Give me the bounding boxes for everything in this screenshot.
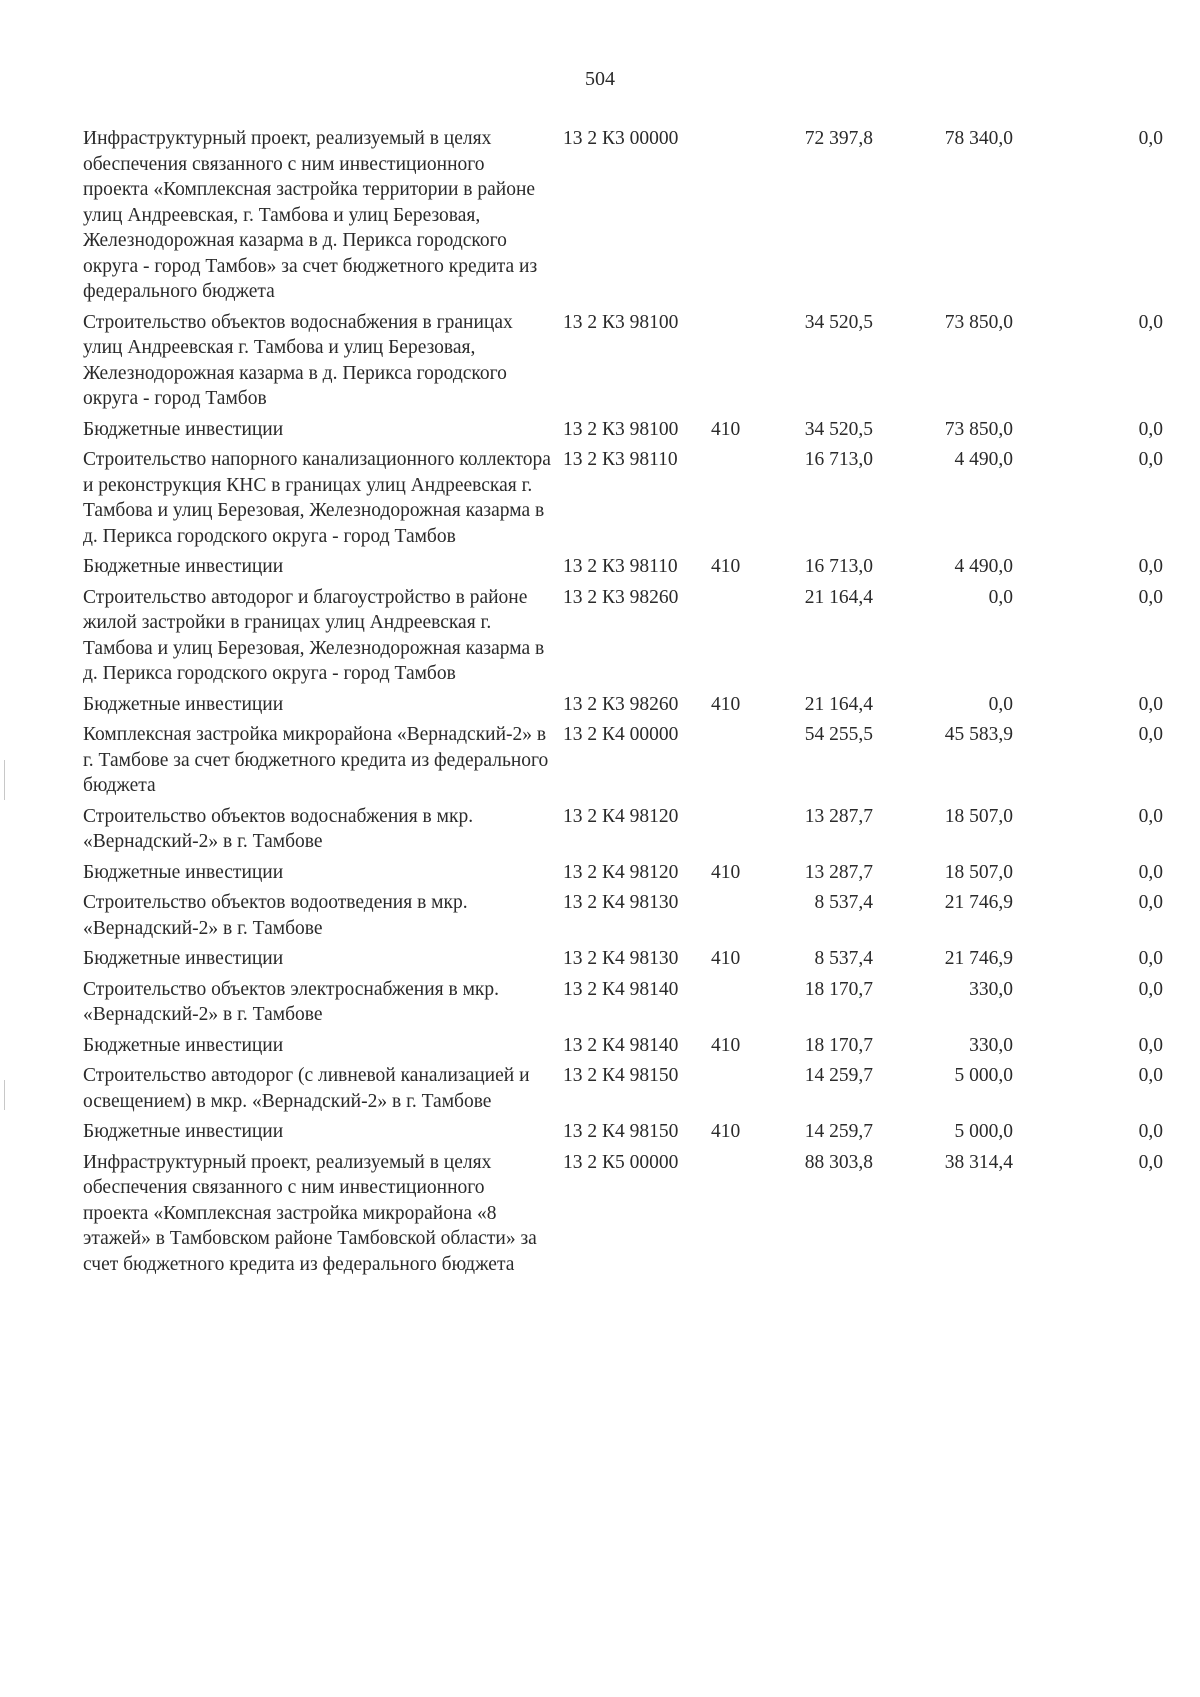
row-amount-year-2: 21 746,9 xyxy=(944,948,1013,969)
table-row xyxy=(83,804,1163,860)
row-amount-year-2: 45 583,9 xyxy=(944,724,1013,745)
row-amount-year-1: 14 259,7 xyxy=(804,1065,873,1086)
row-name: Строительство объектов водоснабжения в границах улиц Андреевская г. Тамбова и улиц Березовая, Железнодорожная казарма в д. Перикса городского округа - город Тамбов xyxy=(83,311,513,409)
row-target-code: 13 2 К4 00000 xyxy=(563,724,679,745)
row-expense-type: 410 xyxy=(711,1034,741,1056)
row-amount-year-1: 34 520,5 xyxy=(804,418,873,440)
row-amount-year-3: 0,0 xyxy=(1138,556,1163,577)
row-expense-type xyxy=(711,977,771,1033)
row-amount-year-2: 330,0 xyxy=(969,1034,1013,1056)
budget-table xyxy=(83,126,1163,1282)
row-expense-type: 410 xyxy=(711,556,741,577)
row-expense-type: 410 xyxy=(711,693,741,715)
row-expense-type: 410 xyxy=(711,861,741,883)
row-name: Строительство автодорог и благоустройство в районе жилой застройки в границах улиц Андреевская г. Тамбова и улиц Березовая, Железнодорожная казарма в д. Перикса городского округа - город Тамбов xyxy=(83,586,545,684)
row-target-code: 13 2 К3 98100 xyxy=(563,311,679,333)
row-expense-type xyxy=(711,585,771,692)
row-target-code: 13 2 К4 98140 xyxy=(563,978,679,1000)
table-row xyxy=(83,1119,1163,1150)
row-expense-type xyxy=(711,447,771,554)
row-target-code: 13 2 К3 00000 xyxy=(563,128,679,149)
row-amount-year-1: 88 303,8 xyxy=(804,1151,873,1173)
row-name: Бюджетные инвестиции xyxy=(83,1121,284,1142)
row-expense-type xyxy=(711,722,771,804)
row-name: Строительство автодорог (с ливневой канализацией и освещением) в мкр. «Вернадский-2» в г. Тамбове xyxy=(83,1065,530,1112)
row-amount-year-1: 13 287,7 xyxy=(804,861,873,883)
row-amount-year-3: 0,0 xyxy=(1138,1151,1163,1173)
table-row xyxy=(83,126,1163,310)
row-name: Бюджетные инвестиции xyxy=(83,1034,284,1056)
scan-edge-mark xyxy=(4,760,5,800)
table-row xyxy=(83,946,1163,977)
row-name: Бюджетные инвестиции xyxy=(83,556,284,577)
row-name: Бюджетные инвестиции xyxy=(83,948,284,969)
row-expense-type xyxy=(711,1150,771,1283)
row-amount-year-3: 0,0 xyxy=(1138,861,1163,883)
row-amount-year-2: 4 490,0 xyxy=(954,556,1013,577)
row-amount-year-1: 18 170,7 xyxy=(804,1034,873,1056)
row-amount-year-3: 0,0 xyxy=(1138,418,1163,440)
row-amount-year-1: 8 537,4 xyxy=(814,948,873,969)
row-amount-year-3: 0,0 xyxy=(1138,693,1163,715)
row-amount-year-1: 16 713,0 xyxy=(804,556,873,577)
row-target-code: 13 2 К3 98100 xyxy=(563,418,679,440)
row-name: Строительство объектов водоснабжения в мкр. «Вернадский-2» в г. Тамбове xyxy=(83,805,474,852)
row-amount-year-3: 0,0 xyxy=(1138,449,1163,470)
row-expense-type xyxy=(711,126,771,310)
row-target-code: 13 2 К5 00000 xyxy=(563,1151,679,1173)
scan-edge-mark xyxy=(4,1080,5,1110)
table-row xyxy=(83,310,1163,417)
row-target-code: 13 2 К3 98110 xyxy=(563,449,678,470)
row-target-code: 13 2 К4 98140 xyxy=(563,1034,679,1056)
row-amount-year-3: 0,0 xyxy=(1138,586,1163,608)
row-name: Комплексная застройка микрорайона «Вернадский-2» в г. Тамбове за счет бюджетного кредита из федерального бюджета xyxy=(83,724,549,796)
table-row xyxy=(83,417,1163,448)
budget-table-body xyxy=(83,126,1163,1282)
table-row xyxy=(83,722,1163,804)
row-amount-year-1: 14 259,7 xyxy=(804,1121,873,1142)
row-amount-year-2: 4 490,0 xyxy=(954,449,1013,470)
row-amount-year-2: 0,0 xyxy=(988,693,1013,715)
row-amount-year-2: 73 850,0 xyxy=(944,418,1013,440)
row-target-code: 13 2 К4 98150 xyxy=(563,1121,679,1142)
row-amount-year-1: 8 537,4 xyxy=(814,892,873,913)
row-amount-year-1: 72 397,8 xyxy=(804,128,873,149)
row-amount-year-3: 0,0 xyxy=(1138,128,1163,149)
row-amount-year-3: 0,0 xyxy=(1138,1034,1163,1056)
row-target-code: 13 2 К4 98120 xyxy=(563,805,679,827)
row-target-code: 13 2 К4 98150 xyxy=(563,1065,679,1086)
row-expense-type xyxy=(711,1063,771,1119)
row-amount-year-3: 0,0 xyxy=(1138,724,1163,745)
row-amount-year-1: 21 164,4 xyxy=(804,693,873,715)
row-amount-year-3: 0,0 xyxy=(1138,311,1163,333)
table-row xyxy=(83,554,1163,585)
row-amount-year-2: 5 000,0 xyxy=(954,1121,1013,1142)
row-amount-year-1: 21 164,4 xyxy=(804,586,873,608)
row-amount-year-2: 5 000,0 xyxy=(954,1065,1013,1086)
page-number: 504 xyxy=(585,68,615,90)
row-expense-type: 410 xyxy=(711,418,741,440)
row-amount-year-3: 0,0 xyxy=(1138,948,1163,969)
row-amount-year-3: 0,0 xyxy=(1138,1065,1163,1086)
row-target-code: 13 2 К4 98130 xyxy=(563,892,679,913)
row-expense-type xyxy=(711,804,771,860)
row-target-code: 13 2 К4 98120 xyxy=(563,861,679,883)
row-amount-year-2: 330,0 xyxy=(969,978,1013,1000)
row-amount-year-1: 54 255,5 xyxy=(804,724,873,745)
row-target-code: 13 2 К4 98130 xyxy=(563,948,679,969)
row-name: Бюджетные инвестиции xyxy=(83,861,284,883)
row-expense-type: 410 xyxy=(711,948,741,969)
table-row xyxy=(83,1063,1163,1119)
row-target-code: 13 2 К3 98260 xyxy=(563,586,679,608)
table-row xyxy=(83,890,1163,946)
row-amount-year-3: 0,0 xyxy=(1138,892,1163,913)
row-name: Инфраструктурный проект, реализуемый в целях обеспечения связанного с ним инвестиционного проекта «Комплексная застройка территории в районе улиц Андреевская, г. Тамбова и улиц Березовая, Железнодорожная казарма в д. Перикса городского округа - город Тамбов» за счет бюджетного кредита из федерального бюджета xyxy=(83,128,538,302)
row-amount-year-1: 13 287,7 xyxy=(804,805,873,827)
row-amount-year-2: 0,0 xyxy=(988,586,1013,608)
table-row xyxy=(83,692,1163,723)
row-name: Бюджетные инвестиции xyxy=(83,693,284,715)
row-name: Строительство объектов водоотведения в мкр. «Вернадский-2» в г. Тамбове xyxy=(83,892,468,939)
row-amount-year-2: 18 507,0 xyxy=(944,861,1013,883)
table-row xyxy=(83,860,1163,891)
row-name: Строительство напорного канализационного коллектора и реконструкция КНС в границах улиц Андреевская г. Тамбова и улиц Березовая, Железнодорожная казарма в д. Перикса городского округа - город Тамбов xyxy=(83,449,551,547)
row-name: Инфраструктурный проект, реализуемый в целях обеспечения связанного с ним инвестиционного проекта «Комплексная застройка микрорайона «8 этажей» в Тамбовском районе Тамбовской области» за счет бюджетного кредита из федерального бюджета xyxy=(83,1151,537,1275)
table-row xyxy=(83,977,1163,1033)
row-amount-year-3: 0,0 xyxy=(1138,1121,1163,1142)
row-expense-type: 410 xyxy=(711,1121,741,1142)
row-amount-year-2: 38 314,4 xyxy=(944,1151,1013,1173)
row-amount-year-2: 73 850,0 xyxy=(944,311,1013,333)
table-row xyxy=(83,447,1163,554)
table-row xyxy=(83,1033,1163,1064)
row-amount-year-1: 16 713,0 xyxy=(804,449,873,470)
row-name: Строительство объектов электроснабжения в мкр. «Вернадский-2» в г. Тамбове xyxy=(83,978,500,1025)
row-amount-year-3: 0,0 xyxy=(1138,978,1163,1000)
row-target-code: 13 2 К3 98260 xyxy=(563,693,679,715)
row-amount-year-2: 21 746,9 xyxy=(944,892,1013,913)
row-amount-year-2: 78 340,0 xyxy=(944,128,1013,149)
table-row xyxy=(83,585,1163,692)
row-amount-year-3: 0,0 xyxy=(1138,805,1163,827)
table-row xyxy=(83,1150,1163,1283)
row-amount-year-1: 34 520,5 xyxy=(804,311,873,333)
row-amount-year-2: 18 507,0 xyxy=(944,805,1013,827)
row-expense-type xyxy=(711,310,771,417)
row-expense-type xyxy=(711,890,771,946)
row-target-code: 13 2 К3 98110 xyxy=(563,556,678,577)
row-name: Бюджетные инвестиции xyxy=(83,418,284,440)
row-amount-year-1: 18 170,7 xyxy=(804,978,873,1000)
